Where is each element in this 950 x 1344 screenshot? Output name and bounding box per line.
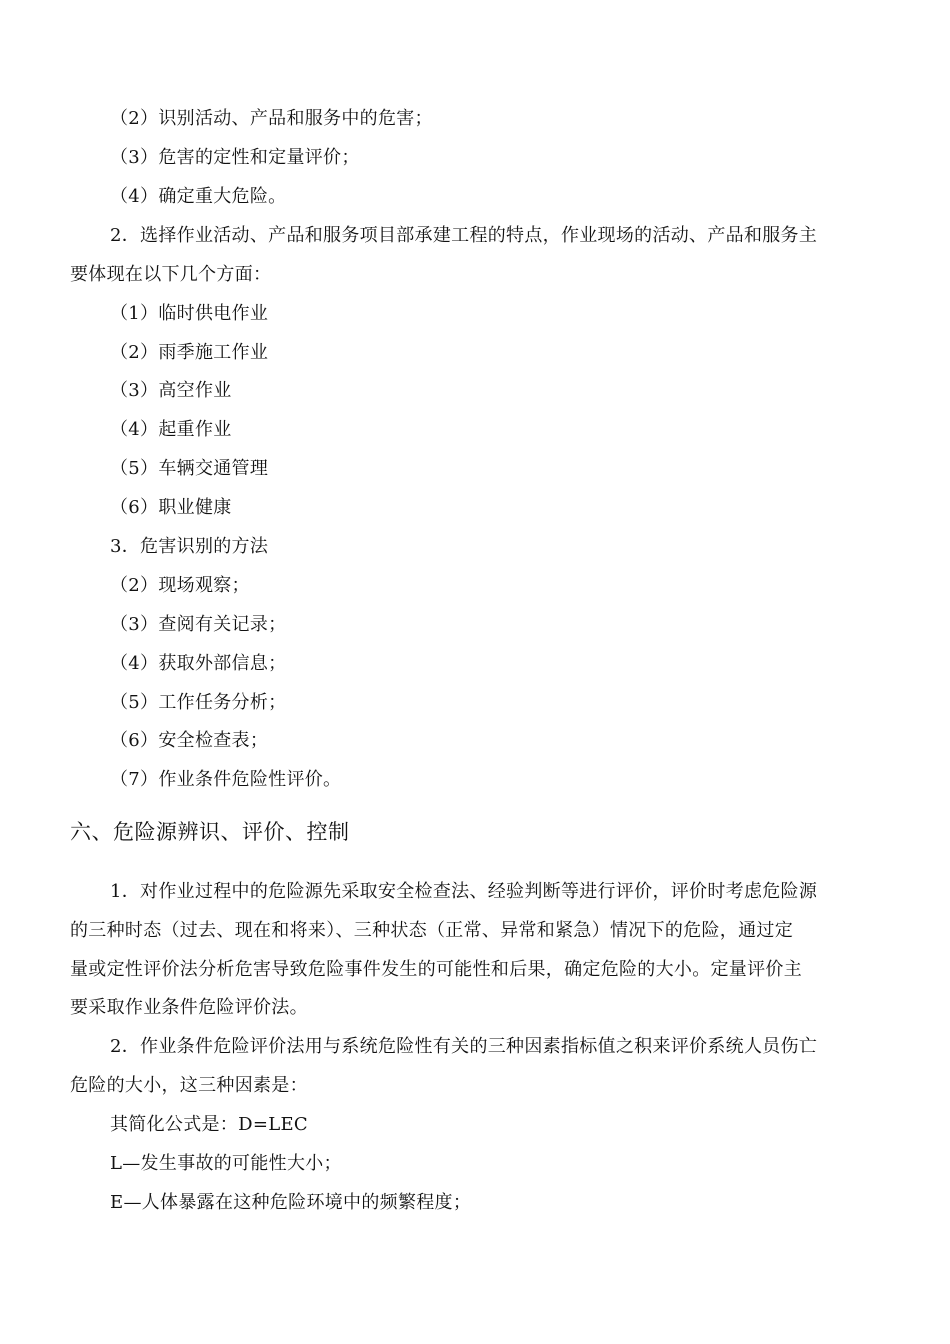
paragraph-line: 的三种时态（过去、现在和将来）、三种状态（正常、异常和紧急）情况下的危险，通过定 — [70, 920, 793, 941]
list-item: （7）作业条件危险性评价。 — [110, 769, 342, 790]
section-heading: 六、危险源辨识、评价、控制 — [70, 820, 350, 844]
paragraph-line: 1．对作业过程中的危险源先采取安全检查法、经验判断等进行评价，评价时考虑危险源 — [110, 881, 818, 902]
list-item: （2）现场观察； — [110, 575, 250, 596]
paragraph-line: 量或定性评价法分析危害导致危险事件发生的可能性和后果，确定危险的大小。定量评价主 — [70, 959, 802, 980]
list-item: （2）识别活动、产品和服务中的危害； — [110, 108, 433, 129]
list-item: （6）安全检查表； — [110, 730, 269, 751]
section-2-line: 2．选择作业活动、产品和服务项目部承建工程的特点，作业现场的活动、产品和服务主 — [110, 225, 818, 246]
section-2-line: 要体现在以下几个方面： — [70, 264, 272, 285]
list-item: （6）职业健康 — [110, 497, 232, 518]
list-item: （4）确定重大危险。 — [110, 186, 287, 207]
paragraph-line: 2．作业条件危险评价法用与系统危险性有关的三种因素指标值之积来评价系统人员伤亡 — [110, 1036, 818, 1057]
list-item: （5）工作任务分析； — [110, 692, 287, 713]
list-item: （3）高空作业 — [110, 380, 232, 401]
list-item: （1）临时供电作业 — [110, 303, 269, 324]
formula-line: 其简化公式是：D=LEC — [110, 1114, 308, 1135]
list-item: （4）起重作业 — [110, 419, 232, 440]
factor-line: E—人体暴露在这种危险环境中的频繁程度； — [110, 1192, 472, 1213]
paragraph-line: 危险的大小，这三种因素是： — [70, 1075, 308, 1096]
list-item: （4）获取外部信息； — [110, 653, 287, 674]
list-item: （2）雨季施工作业 — [110, 342, 269, 363]
paragraph-line: 要采取作业条件危险评价法。 — [70, 997, 308, 1018]
list-item: （5）车辆交通管理 — [110, 458, 269, 479]
list-item: （3）危害的定性和定量评价； — [110, 147, 360, 168]
section-3-title: 3．危害识别的方法 — [110, 536, 269, 557]
list-item: （3）查阅有关记录； — [110, 614, 287, 635]
factor-line: L—发生事故的可能性大小； — [110, 1153, 342, 1174]
